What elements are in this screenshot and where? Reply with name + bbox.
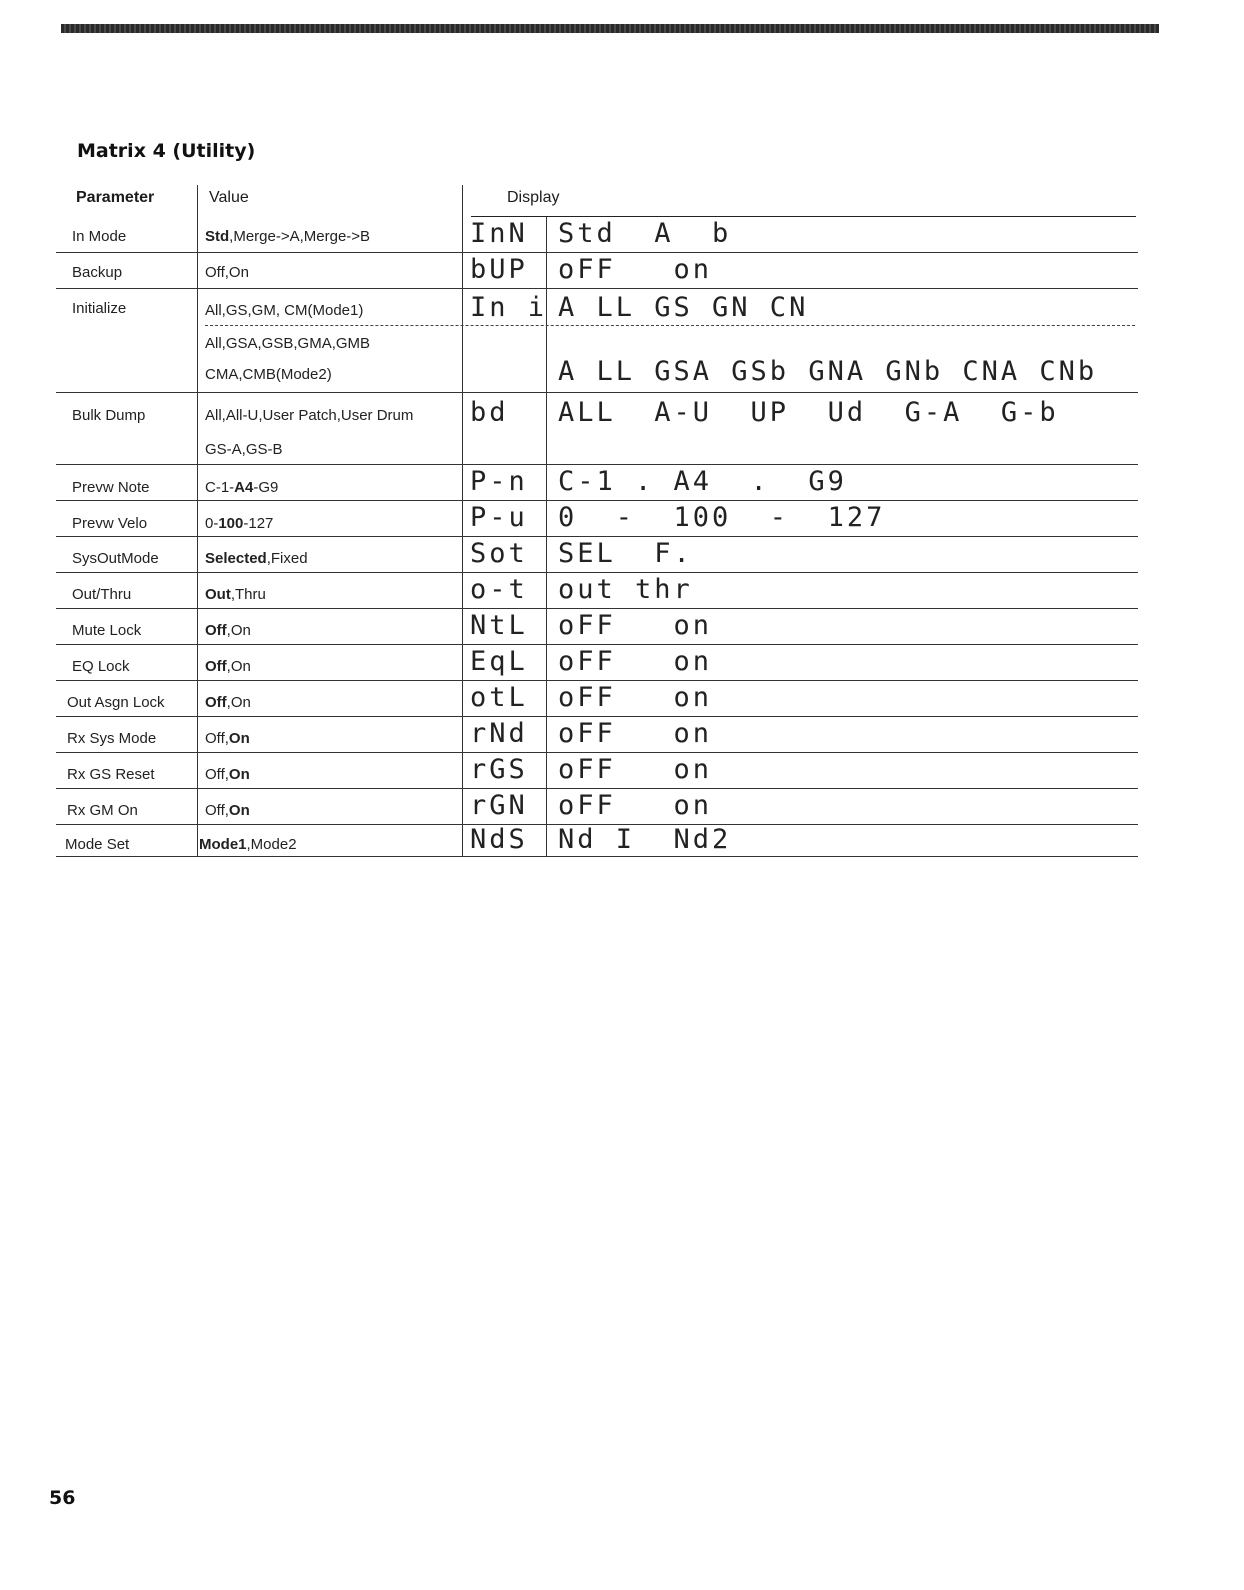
param-name: Out/Thru [72, 586, 132, 603]
display-values: Std A b [558, 218, 732, 249]
table-row [56, 717, 1138, 753]
param-value: Off,On [205, 658, 251, 675]
param-value-line2: GS-A,GS-B [205, 441, 283, 458]
param-name: Initialize [72, 300, 127, 317]
table-row [56, 573, 1138, 609]
param-value: All,GSA,GSB,GMA,GMB [205, 335, 371, 352]
display-values: oFF on [558, 682, 713, 713]
display-code: InN [470, 218, 528, 249]
table-header [56, 180, 1138, 216]
param-name: Rx GS Reset [67, 766, 155, 783]
display-values: oFF on [558, 754, 713, 785]
param-value: Selected,Fixed [205, 550, 308, 567]
display-code: In i [470, 292, 548, 323]
display-values: A LL GS GN CN [558, 292, 809, 323]
param-name: SysOutMode [72, 550, 159, 567]
table-row [56, 789, 1138, 825]
param-name: Rx GM On [67, 802, 138, 819]
param-name: Mute Lock [72, 622, 142, 639]
param-value: 0-100-127 [205, 515, 274, 532]
param-value: Off,On [205, 622, 251, 639]
display-code: NtL [470, 610, 528, 641]
display-code: EqL [470, 646, 528, 677]
display-code: Sot [470, 538, 528, 569]
page-number: 56 [49, 1487, 76, 1509]
table-row [56, 393, 1138, 465]
param-value: All,GS,GM, CM(Mode1) [205, 302, 364, 319]
top-rule [61, 24, 1159, 33]
display-values: oFF on [558, 610, 713, 641]
display-values: oFF on [558, 718, 713, 749]
table-row [56, 217, 1138, 253]
dashed-divider [205, 325, 1135, 326]
param-value: Off,On [205, 766, 250, 783]
param-name: Out Asgn Lock [67, 694, 165, 711]
display-code: bUP [470, 254, 528, 285]
display-values: SEL F. [558, 538, 693, 569]
display-values: C-1 . A4 . G9 [558, 466, 847, 497]
param-value: Mode1,Mode2 [199, 836, 297, 853]
display-code: P-n [470, 466, 528, 497]
header-display: Display [507, 189, 560, 206]
display-values: A LL GSA GSb GNA GNb CNA CNb [558, 356, 1098, 387]
param-value: Off,On [205, 264, 249, 281]
param-name: Backup [72, 264, 123, 281]
table-row [56, 681, 1138, 717]
table-row [56, 645, 1138, 681]
display-values: out thr [558, 574, 693, 605]
table-row [56, 253, 1138, 289]
display-code: o-t [470, 574, 528, 605]
param-name: EQ Lock [72, 658, 130, 675]
param-value: Off,On [205, 730, 250, 747]
param-value: Off,On [205, 694, 251, 711]
display-values: oFF on [558, 790, 713, 821]
display-code: rGS [470, 754, 528, 785]
display-values: oFF on [558, 254, 713, 285]
display-code: P-u [470, 502, 528, 533]
display-values: ALL A-U UP Ud G-A G-b [558, 397, 1059, 428]
param-value: C-1-A4-G9 [205, 479, 279, 496]
display-values: Nd I Nd2 [558, 824, 732, 855]
table-row [56, 609, 1138, 645]
table-row [56, 289, 1138, 393]
header-parameter: Parameter [76, 189, 155, 206]
param-value-line2: CMA,CMB(Mode2) [205, 366, 332, 383]
display-code: rGN [470, 790, 528, 821]
header-value: Value [209, 189, 249, 206]
param-value: All,All-U,User Patch,User Drum [205, 407, 414, 424]
display-code: NdS [470, 824, 528, 855]
table-row [56, 537, 1138, 573]
param-value: Std,Merge->A,Merge->B [205, 228, 371, 245]
table-row [56, 465, 1138, 501]
param-name: Bulk Dump [72, 407, 146, 424]
param-name: In Mode [72, 228, 127, 245]
display-values: 0 - 100 - 127 [558, 502, 886, 533]
section-title: Matrix 4 (Utility) [77, 140, 256, 162]
table-row [56, 825, 1138, 857]
table-row [56, 501, 1138, 537]
table-row [56, 753, 1138, 789]
param-name: Prevw Note [72, 479, 150, 496]
display-code: otL [470, 682, 528, 713]
display-values: oFF on [558, 646, 713, 677]
param-value: Off,On [205, 802, 250, 819]
param-name: Rx Sys Mode [67, 730, 157, 747]
display-code: rNd [470, 718, 528, 749]
param-name: Mode Set [65, 836, 130, 853]
param-name: Prevw Velo [72, 515, 148, 532]
display-code: bd [470, 397, 509, 428]
param-value: Out,Thru [205, 586, 266, 603]
